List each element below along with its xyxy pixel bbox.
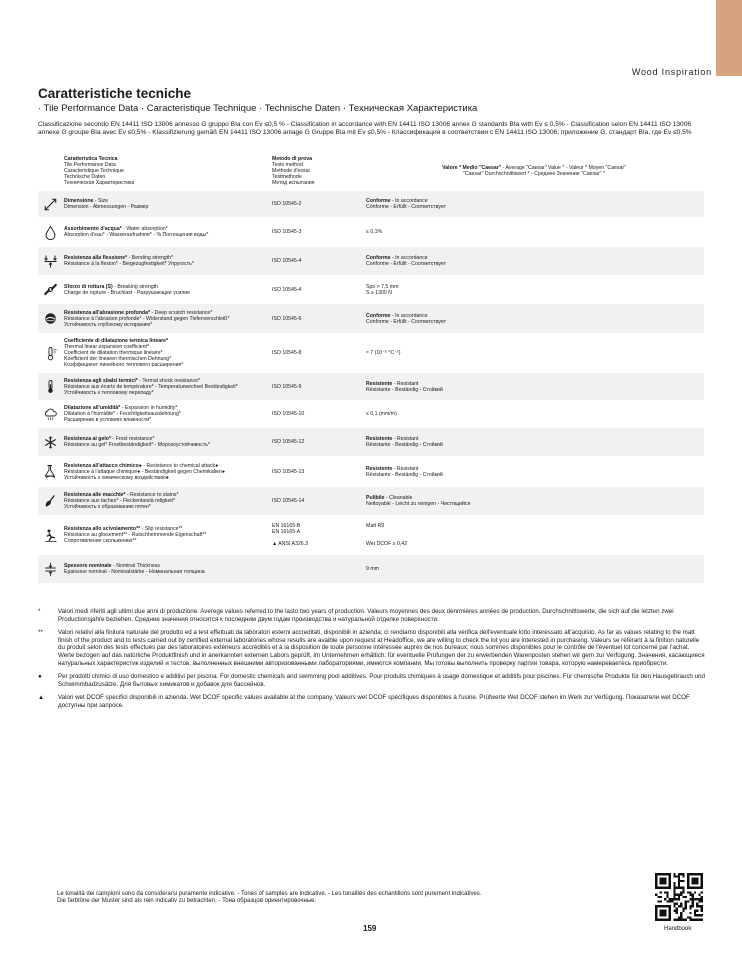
page-title: Caratteristiche tecniche bbox=[38, 86, 192, 101]
accent-tab bbox=[716, 0, 742, 76]
dimension-arrows-icon bbox=[43, 197, 58, 212]
row-characteristic: Resistenza allo scivolamento** - Slip resistance** Résistance au glissement** - Rutschhemmende Eigenschaft** Сопротивление скольжению** bbox=[64, 526, 207, 544]
row-characteristic: Dilatazione all'umidità* - Expansion in humidity* Dilatation à l'humidité* - Feuchtigkeitsausdehnung* Расширение в условиях влажности* bbox=[64, 405, 181, 423]
brand-label: Wood Inspiration bbox=[631, 67, 712, 77]
sample-tone-disclaimer: Le tonalità dei campioni sono da considerarsi puramente indicative. - Tones of samples are indicative. - Les tonalités des echantillons sont purement indicatives. Die farbtöne der Muster sind als rein indicativ zu betrachten. - Тона образцов ориентировочные. bbox=[57, 891, 482, 905]
row-value: ≤ 0,1 (mm/m) bbox=[366, 411, 397, 417]
table-header-row bbox=[38, 151, 704, 190]
table-row bbox=[38, 303, 704, 333]
row-method: EN 16165-B EN 16165-A ▲ ANSI A326.3 bbox=[272, 523, 308, 547]
row-value: ≤ 0,1% bbox=[366, 229, 383, 235]
row-value: Sp≥ > 7,5 mm S ≥ 1300 N bbox=[366, 283, 399, 296]
row-method: ISO 10545-9 bbox=[272, 383, 302, 390]
thermal-expansion-icon bbox=[43, 346, 58, 361]
frost-snowflake-icon bbox=[43, 435, 58, 450]
footnote-mark: ** bbox=[38, 629, 43, 637]
footnote-text: Valori wet DCOF specifici disponibili in azienda. Wet DCOF specific values available at the company. Valeurs wet DCOF spécifiques disponibles à l'usine. Prüfwerte Wet DCOF stehen im Werk zur Verfügung. Показатели wet DCOF доступны при запросе. bbox=[58, 694, 690, 709]
row-value: Resistente - Resistant Résistante - Beständig - Стойкий bbox=[366, 465, 443, 478]
table-row bbox=[38, 372, 704, 400]
row-value: Conforme - In accordance Conforme - Erfüllt - Соответствует bbox=[366, 255, 446, 267]
stain-resistance-icon bbox=[43, 494, 58, 509]
row-method: ISO 10545-6 bbox=[272, 315, 302, 322]
classification-intro: Classificazione secondo EN 14411 ISO 13006 annesso G gruppo BIa con Ev ≤0,5 % - Classification in accordance with EN 14411 ISO 13006 annex G standards BIa with Ev ≤ 0,5% - Classification selon EN 14411 ISO 13006 annexe G groupe BIa avec Ev ≤0,5% - Klassifizierung gemäß EN 14411 ISO 13006 anlage G Gruppe BIa mit Ev ≤0,5% - Классификация в соответствии с EN 14411 ISO 13006, приложение G, стандарт BIa, где Ev ≤0,5% bbox=[38, 121, 692, 137]
row-method: ISO 10545-2 bbox=[272, 201, 302, 207]
row-characteristic: Spessore nominale - Nominal Thickness Epaisseur nominal - Nominalstärke - Номинальная толщина bbox=[64, 563, 205, 575]
page-number: 159 bbox=[363, 924, 377, 933]
row-method: ISO 10545-4 bbox=[272, 286, 302, 293]
footnote-item bbox=[38, 608, 706, 623]
row-characteristic: Resistenza al gelo* - Frost resistance* Résistance au gel* Frostbeständigkeit* - Морозоустойчивость* bbox=[64, 436, 210, 448]
table-row bbox=[38, 456, 704, 486]
row-method: ISO 10545-8 bbox=[272, 350, 302, 356]
row-method: ISO 10545-3 bbox=[272, 229, 302, 235]
row-value: Resistente - Resistant Résistante - Beständig - Стойкий bbox=[366, 436, 443, 448]
page-subtitle: · Tile Performance Data · Caracteristique Technique · Technische Daten · Техническая Характеристика bbox=[38, 103, 478, 114]
footnote-item bbox=[38, 694, 706, 709]
row-value: Conforme - In accordance Conforme - Erfüllt - Соответствует bbox=[366, 312, 446, 325]
footnote-mark: ▲ bbox=[38, 694, 45, 702]
slip-resistance-icon bbox=[43, 528, 58, 543]
table-row bbox=[38, 486, 704, 515]
breaking-strength-icon bbox=[43, 282, 58, 297]
row-method: ISO 10545-10 bbox=[272, 411, 305, 417]
row-method bbox=[270, 555, 364, 583]
row-method: ISO 10545-13 bbox=[272, 468, 305, 475]
row-characteristic: Resistenza all'attacco chimico● - Resistance to chemical attack● Résistance à l'attaque chimique● - Beständigkeit gegen Chemikalien● Устойчивость к химическому воздействию● bbox=[64, 462, 225, 481]
row-characteristic: Resistenza alle macchie* - Resistance to stains* Résistance aux taches* - Fleckenbestä ndigkeit* Устойчивость к образованию пятен* bbox=[64, 492, 179, 510]
table-row bbox=[38, 246, 704, 275]
water-drop-icon bbox=[43, 225, 58, 240]
row-value: Resistente - Resistant Résistante - Beständig - Стойкий bbox=[366, 380, 443, 393]
row-method: ISO 10545-4 bbox=[272, 258, 302, 264]
row-value: 9 mm bbox=[366, 566, 379, 572]
row-value: Matt R9 Wet DCOF ≥ 0,42 bbox=[366, 523, 408, 547]
row-characteristic: Resistenza agli sbalzi termici* - Termal shock resistance* Résistance aux écarts de température* - Temperaturwechsel Beständigkeit* Устойчивость к тепловому перепаду* bbox=[64, 377, 238, 396]
row-characteristic: Resistenza all'abrasione profonda* - Deep scratch resistance* Résistance à l'abrasion profonde* - Widerstand gegen Tiefenverschleiß* Устойчивость глубокому истиранию* bbox=[64, 309, 230, 328]
row-value: ≈ 7 (10⁻⁶ °C⁻¹) bbox=[366, 350, 401, 356]
chemical-attack-icon bbox=[43, 464, 58, 479]
qr-code-icon[interactable] bbox=[655, 873, 703, 921]
table-row bbox=[38, 275, 704, 303]
row-method: ISO 10545-14 bbox=[272, 498, 305, 504]
header-characteristic: Caratteristica Tecnica Tile Performance Data Caracteristique Technique Technische Daten Техническая Характеристика bbox=[64, 156, 135, 186]
header-method: Metodo di prova Tests method Methode d'essai Testmethode Метод испытания bbox=[272, 156, 315, 186]
table-row bbox=[38, 217, 704, 246]
table-row bbox=[38, 400, 704, 427]
thermometer-icon bbox=[43, 379, 58, 394]
footnote-text: Per prodotti chimici di uso domestico e additivi per piscina. For domestic chemicals and swimming pool additives. Pour produits chimiques à usage domestique et additifs pour piscines. Für chemische Produkte für den Hausgebrauch und Schwimmbadzusätze. Для бытовых химикатов и добавок для бассейнов. bbox=[58, 673, 705, 688]
footnote-mark: * bbox=[38, 608, 41, 615]
row-value: Conforme - In accordance Conforme - Erfüllt - Соответствует bbox=[366, 198, 446, 210]
table-row bbox=[38, 190, 704, 217]
row-characteristic: Coefficiente di dilatazione termica lineare* Thermal linear expansion coefficient* Coefficient de dilatation thermique linéaire* Koeffizient der linearen thermischen Dehnung* Коэффициент линейного теплового расширения* bbox=[64, 338, 184, 368]
thickness-icon bbox=[43, 562, 58, 577]
row-characteristic: Assorbimento d'acqua* - Water absorption* Absorption d'eau* - Wasseraufnahme* - % Поглощения воды* bbox=[64, 226, 209, 238]
footnote-mark: ● bbox=[38, 673, 42, 681]
table-row bbox=[38, 333, 704, 372]
bending-strength-icon bbox=[43, 254, 58, 269]
row-method: ISO 10545-12 bbox=[272, 439, 305, 445]
table-row bbox=[38, 427, 704, 456]
table-row bbox=[38, 515, 704, 554]
row-characteristic: Resistenza alla flessione* - Bending strength* Résistance à la flexion* - Biegezugfestigkeit* Упругость* bbox=[64, 255, 194, 267]
footnote-text: Valori relativi alla finitura naturale del prodotto ed a test effettuati da laboratori esterni accreditati, disponibili in azienda; ci rendiamo disponibili alla verifica dell'eventuale lotto interessato all'acquisto. As far as values relating to the matt finish of the product and to tests carried out by certified external laboratories whose results are avaible upon request at Headoffice, we are willing to check the lot you are interested in purchasing. Valeurs se référant à la finition naturelle du produit selon des tests effectués par des laboratoires extérieurs accrédités et à la disposition de toute personne intéressée auprès de nos bureaux; nous sommes disponibles pour le contrôle de l'éventuel lot concerné par l'achat. Werte bezogen auf das natürliche Produktfinish und in anerkannten externen Labors geprüft, im Unternehmen erhältich; für eventuelle Prüfungen der zu erwerbenden Warenposten stehen wir gern zur Verfügung. Значения, касающиеся натуральных характеристик изделий и тестов, выполненных внешними авторизованными лабораториями, имеются компании. Мы готовы выполнить проверку партии товара, которую намереваетесь приобрести. bbox=[58, 629, 705, 667]
header-value: Valore * Medio "Caesar" - Average "Caesar" Value * - Valeur * Moyen "Caesar" "Caesar" Durchschnittswert * - Среднее Значение "Caesar" * bbox=[442, 165, 626, 177]
footnote-item bbox=[38, 673, 706, 688]
row-characteristic: Dimensione - Size Dimension - Abmessungen - Размер bbox=[64, 198, 149, 210]
handbook-label: Handbook bbox=[664, 926, 692, 932]
table-row bbox=[38, 554, 704, 583]
footnote-item bbox=[38, 629, 706, 667]
row-characteristic: Sforzo di rottura (S) - Breaking strength Charge de rupture - Bruchlast - Разрушающее усилие bbox=[64, 283, 191, 296]
humidity-cloud-icon bbox=[43, 407, 58, 422]
row-value: Pulibile - Cleanable Nettoyable - Leicht zu reinigen - Чистящийся bbox=[366, 495, 471, 507]
footnote-text: Valori medi riferiti agli ultimi due anni di produzione. Averege values referred to the lasto two years of production. Valeurs moyennes des deux denrmières années de production. Durchschnittswerte, die sich auf die letzten zwei Productionsjahre beziehen. Средние значения относятся к последним двум годам производства и натуральной отделке поверхности. bbox=[58, 608, 674, 623]
footnotes bbox=[38, 608, 706, 716]
performance-table bbox=[38, 151, 704, 583]
abrasion-icon bbox=[43, 311, 58, 326]
